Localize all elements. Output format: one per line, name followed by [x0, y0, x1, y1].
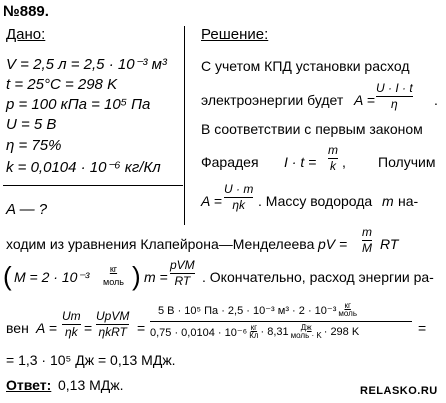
equals-sign: = [418, 320, 427, 336]
formula-energy-lhs: A = [354, 92, 375, 108]
watermark: RELASKO.RU [360, 385, 438, 397]
given-heading: Дано: [6, 26, 46, 43]
numeric-numerator-unit-den: моль [338, 309, 357, 318]
problem-number: №889. [3, 3, 49, 20]
final-formula-fraction-2-denominator: ηkRT [98, 325, 127, 339]
solution-heading: Решение: [201, 26, 269, 43]
formula-energy-numerator: U · I · t [376, 81, 413, 95]
mass-formula-lhs: m = [144, 269, 168, 285]
numeric-numerator-text: 5 В · 10⁵ Па · 2,5 · 10⁻³ м³ · 2 · 10⁻³ [158, 304, 337, 317]
formula-faraday-denominator: k [330, 159, 336, 173]
given-divider [3, 185, 183, 186]
mass-symbol: m [382, 193, 394, 209]
open-parenthesis: ( [3, 261, 12, 291]
numeric-fraction [150, 300, 412, 348]
column-divider [184, 26, 185, 225]
molar-mass-unit-numerator: кг [109, 264, 118, 274]
molar-mass-value: M = 2 · 10⁻³ [14, 269, 90, 285]
formula-faraday-numerator: m [328, 143, 338, 157]
final-formula-fraction-1-denominator: ηk [65, 325, 78, 339]
given-voltage: U = 5 В [6, 116, 57, 133]
solution-text-faraday: Фарадея [201, 154, 259, 170]
numeric-denominator-unit-1-den: Кл [249, 331, 259, 340]
solution-text-line-3: В соответствии с первым законом [201, 121, 423, 137]
mass-formula-fraction [170, 259, 195, 288]
numeric-fraction-bar [150, 321, 412, 322]
equals-sign: = [137, 320, 146, 336]
close-parenthesis: ) [132, 261, 141, 291]
given-pressure: p = 100 кПа = 10⁵ Па [6, 96, 151, 113]
final-result: = 1,3 · 10⁵ Дж = 0,13 МДж. [6, 352, 176, 368]
final-formula-fraction-1 [62, 310, 81, 339]
answer-label: Ответ: [6, 377, 52, 393]
formula-energy2-denominator: ηk [232, 198, 245, 212]
given-volume: V = 2,5 л = 2,5 · 10⁻³ м³ [6, 56, 167, 73]
solution-text-line-1: С учетом КПД установки расход [201, 58, 410, 74]
mass-formula-numerator: pVM [170, 258, 195, 272]
numeric-denominator-unit-2-den: моль · K [290, 331, 322, 340]
mass-formula-denominator: RT [174, 274, 191, 288]
numeric-numerator-unit-num: кг [344, 301, 351, 310]
formula-energy-fraction [376, 82, 413, 111]
formula-clapeyron-numerator: m [362, 225, 372, 239]
equals-sign: = [84, 320, 93, 336]
numeric-denominator-unit-1-num: кг [250, 323, 258, 332]
final-formula-fraction-2-numerator: UpVM [96, 309, 130, 323]
formula-energy2-lhs: A = [201, 193, 222, 209]
numeric-denominator-text-c: · 298 K [323, 326, 360, 338]
molar-mass-unit [103, 263, 124, 289]
formula-faraday-fraction [328, 144, 338, 173]
solution-text-obtain: Получим [378, 154, 436, 170]
numeric-denominator-unit-2 [291, 324, 322, 340]
formula-energy-denominator: η [391, 97, 398, 111]
numeric-denominator-text-b: · 8,31 [260, 326, 289, 338]
comma: , [342, 154, 346, 170]
solution-text-hydrogen-mass: . Массу водорода [258, 193, 373, 209]
formula-energy2-fraction [224, 183, 253, 212]
formula-faraday-lhs: I · t = [284, 154, 317, 170]
answer-value: 0,13 МДж. [58, 377, 124, 393]
final-formula-fraction-1-numerator: Um [62, 309, 81, 323]
formula-energy2-numerator: U · m [224, 182, 254, 196]
formula-clapeyron-rhs: RT [380, 236, 399, 252]
formula-clapeyron-fraction [362, 226, 372, 255]
given-temperature: t = 25°С = 298 K [6, 76, 118, 93]
formula-clapeyron-lhs: pV = [318, 236, 348, 252]
molar-mass-unit-denominator: моль [103, 277, 124, 287]
numeric-denominator-unit-1 [249, 324, 258, 340]
given-electrochemical-equivalent: k = 0,0104 · 10⁻⁶ кг/Кл [6, 159, 161, 176]
numeric-denominator-text-a: 0,75 · 0,0104 · 10⁻⁶ [150, 326, 248, 339]
numeric-denominator-unit-2-num: Дж [300, 323, 312, 332]
final-formula-fraction-2 [96, 310, 129, 339]
numeric-numerator-unit [338, 302, 357, 318]
solution-text-equals-word: вен [6, 320, 29, 336]
solution-text-hyphen: на- [398, 193, 419, 209]
formula-clapeyron-denominator: M [362, 241, 372, 255]
numeric-numerator [158, 302, 357, 318]
solution-text-line-2: электроэнергии будет [201, 92, 344, 108]
solution-text-clapeyron: ходим из уравнения Клапейрона—Менделеева [6, 236, 315, 252]
solution-text-finally: . Окончательно, расход энергии ра- [202, 269, 434, 285]
find-quantity: A — ? [6, 201, 48, 218]
given-efficiency: η = 75% [6, 137, 62, 154]
period: . [434, 92, 438, 108]
final-formula-lhs: A = [36, 320, 57, 336]
numeric-denominator [150, 324, 359, 340]
